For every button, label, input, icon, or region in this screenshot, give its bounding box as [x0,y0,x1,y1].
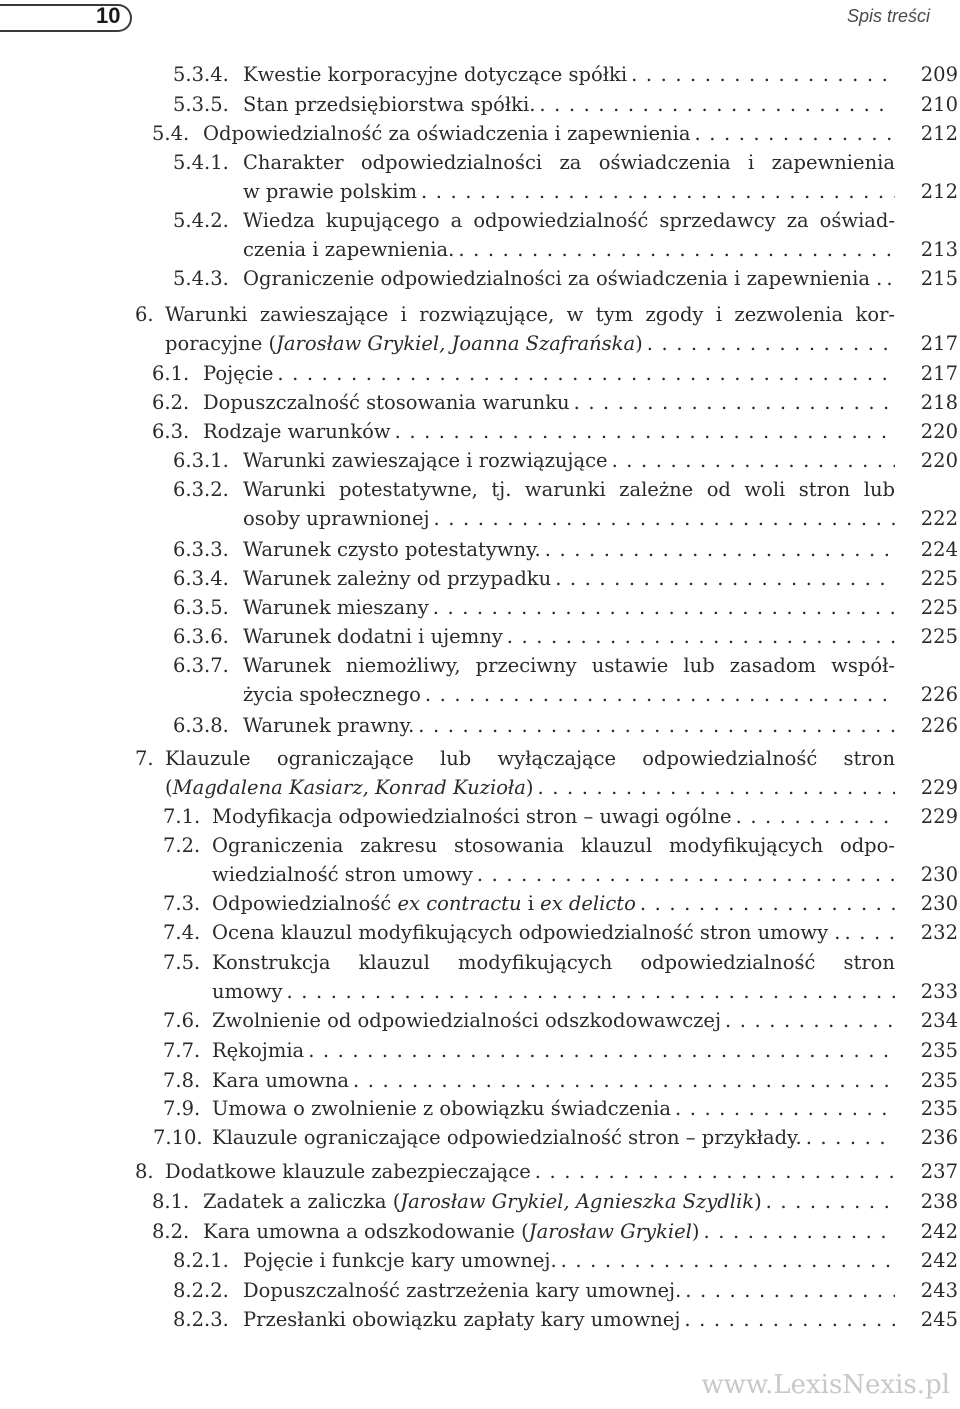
toc-entry-title-line [243,680,895,709]
toc-entry-number: 6.1. [152,362,190,385]
toc-entry-title: Warunki potestatywne, tj. warunki zależne od woli stron lub [243,478,895,501]
toc-entry-title-line [165,744,895,773]
toc-entry-number: 8.2.3. [173,1308,229,1331]
toc-leader-dots [766,1187,895,1216]
toc-entry-title-line [243,264,895,293]
toc-entry-title: Zwolnienie od odpowiedzialności odszkodowawczej [212,1009,722,1032]
toc-leader-dots [640,889,895,918]
toc-leader-dots [539,90,895,119]
toc-entry-number: 6.3.4. [173,567,229,590]
toc-leader-dots [353,1066,895,1095]
toc-entry-page: 235 [920,1039,958,1062]
toc-entry-title-line [243,535,895,564]
toc-entry-page: 232 [920,921,958,944]
toc-entry-title: Warunek prawny. [243,714,415,737]
toc-leader-dots [736,802,895,831]
toc-leader-dots [433,593,895,622]
toc-leader-dots [555,564,895,593]
toc-entry-title: umowy [212,980,283,1003]
toc-entry-number: 6.3.8. [173,714,229,737]
toc-entry-number: 7.6. [163,1009,201,1032]
toc-entry-page: 210 [920,93,958,116]
toc-entry-number: 6.3. [152,420,190,443]
toc-entry-title-line [165,773,895,802]
toc-entry-title: Warunki zawieszające i rozwiązujące [243,449,608,472]
toc-entry-number: 7.9. [163,1097,201,1120]
toc-entry-title-line [212,1036,895,1065]
toc-entry-title: wiedzialność stron umowy [212,863,473,886]
toc-entry-title-line [203,417,895,446]
toc-entry-title: Odpowiedzialność ex contractu i ex delicto [212,892,636,915]
toc-entry-number: 7.7. [163,1039,201,1062]
toc-entry-number: 6.3.3. [173,538,229,561]
toc-entry-title: Pojęcie i funkcje kary umownej. [243,1249,557,1272]
toc-entry-page: 234 [920,1009,958,1032]
toc-entry-title: w prawie polskim [243,180,417,203]
toc-entry-title-line [243,60,895,89]
toc-entry-title: Kara umowna a odszkodowanie (Jarosław Grykiel) [203,1220,700,1243]
toc-entry-title-line [243,1276,895,1305]
toc-entry-page: 235 [920,1069,958,1092]
toc-entry-number: 8.2. [152,1220,190,1243]
toc-entry-title-line [212,1123,895,1152]
toc-entry-number: 5.4.3. [173,267,229,290]
toc-leader-dots [395,417,895,446]
toc-entry-title-line [243,711,895,740]
toc-entry-title-line [243,1305,895,1334]
toc-leader-dots [434,504,895,533]
toc-entry-title: Wiedza kupującego a odpowiedzialność sprzedawcy za oświad- [243,209,895,232]
toc-entry-page: 209 [920,63,958,86]
toc-entry-title-line [212,889,895,918]
toc-entry-title: Konstrukcja klauzul modyfikujących odpowiedzialność stron [212,951,895,974]
toc-entry-title: osoby uprawnionej [243,507,430,530]
toc-entry-page: 226 [920,714,958,737]
toc-entry-title: Kwestie korporacyjne dotyczące spółki [243,63,628,86]
toc-entry-page: 222 [920,507,958,530]
toc-entry-page: 212 [920,180,958,203]
toc-leader-dots [684,1305,895,1334]
toc-entry-page: 217 [920,362,958,385]
toc-entry-title-line [243,564,895,593]
toc-entry-title: Warunki zawieszające i rozwiązujące, w tym zgody i zezwolenia kor- [165,303,895,326]
toc-entry-title: Warunek niemożliwy, przeciwny ustawie lub zasadom współ- [243,654,895,677]
toc-leader-dots [421,177,895,206]
toc-leader-dots [703,1217,895,1246]
toc-entry-title-line [243,177,895,206]
toc-leader-dots [574,388,895,417]
toc-entry-title-line [203,388,895,417]
toc-leader-dots [886,264,895,293]
toc-entry-title-line [212,1094,895,1123]
toc-entry-title: Warunek mieszany [243,596,429,619]
toc-entry-page: 242 [920,1220,958,1243]
toc-entry-page: 224 [920,538,958,561]
toc-entry-title-line [212,1006,895,1035]
toc-entry-title: Charakter odpowiedzialności za oświadczenia i zapewnienia [243,151,895,174]
page-number: 10 [96,3,121,28]
toc-leader-dots [308,1036,895,1065]
toc-entry-page: 213 [920,238,958,261]
toc-entry-page: 237 [920,1160,958,1183]
toc-entry-number: 8.1. [152,1190,190,1213]
toc-entry-title-line [203,119,895,148]
toc-entry-title: Kara umowna [212,1069,350,1092]
toc-entry-page: 229 [920,805,958,828]
toc-entry-number: 6.3.2. [173,478,229,501]
toc-entry-title: Rękojmia [212,1039,305,1062]
toc-entry-title-line [203,1187,895,1216]
toc-leader-dots [806,1123,895,1152]
toc-leader-dots [685,1276,895,1305]
toc-entry-title-line [212,918,895,947]
toc-entry-title-line [212,802,895,831]
toc-leader-dots [675,1094,895,1123]
toc-entry-title-line [203,359,895,388]
toc-leader-dots [561,1246,895,1275]
toc-entry-title: Modyfikacja odpowiedzialności stron – uwagi ogólne [212,805,732,828]
toc-entry-page: 230 [920,863,958,886]
toc-entry-number: 7.4. [163,921,201,944]
toc-entry-page: 238 [920,1190,958,1213]
toc-leader-dots [425,680,895,709]
toc-entry-number: 7.2. [163,834,201,857]
toc-leader-dots [631,60,895,89]
toc-entry-number: 6.2. [152,391,190,414]
toc-entry-title: Pojęcie [203,362,274,385]
publisher-url: www.LexisNexis.pl [701,1370,950,1400]
toc-entry-page: 218 [920,391,958,414]
toc-entry-title-line [243,446,895,475]
toc-entry-title: Przesłanki obowiązku zapłaty kary umownej [243,1308,681,1331]
toc-entry-title-line [212,1066,895,1095]
toc-entry-title: czenia i zapewnienia. [243,238,455,261]
toc-entry-title-line [243,475,895,504]
toc-entry-title-line [165,329,895,358]
running-title: Spis treści [846,6,930,26]
toc-entry-title-line [243,593,895,622]
toc-leader-dots [277,359,895,388]
toc-entry-number: 5.4.1. [173,151,229,174]
toc-entry-title: Dopuszczalność zastrzeżenia kary umownej. [243,1279,682,1302]
toc-entry-number: 6.3.5. [173,596,229,619]
toc-leader-dots [287,977,896,1006]
toc-entry-title: Stan przedsiębiorstwa spółki. [243,93,536,116]
toc-entry-title: Warunek zależny od przypadku [243,567,552,590]
toc-entry-title-line [212,831,895,860]
toc-leader-dots [418,711,895,740]
toc-entry-page: 225 [920,596,958,619]
toc-entry-number: 5.3.5. [173,93,229,116]
toc-entry-number: 7.5. [163,951,201,974]
toc-leader-dots [694,119,895,148]
toc-entry-number: 5.3.4. [173,63,229,86]
toc-entry-title: Klauzule ograniczające lub wyłączające odpowiedzialność stron [165,747,895,770]
toc-entry-page: 212 [920,122,958,145]
toc-entry-number: 7.10. [153,1126,203,1149]
toc-entry-page: 242 [920,1249,958,1272]
toc-leader-dots [725,1006,895,1035]
toc-entry-title: Umowa o zwolnienie z obowiązku świadczenia [212,1097,671,1120]
toc-entry-title-line [212,860,895,889]
toc-entry-title-line [243,148,895,177]
toc-entry-number: 6.3.1. [173,449,229,472]
toc-entry-title: Zadatek a zaliczka (Jarosław Grykiel, Agnieszka Szydlik) [203,1190,762,1213]
toc-entry-title-line [203,1217,895,1246]
toc-entry-page: 243 [920,1279,958,1302]
toc-entry-title-line [165,1157,895,1186]
toc-entry-page: 225 [920,567,958,590]
toc-leader-dots [612,446,895,475]
toc-entry-number: 8.2.1. [173,1249,229,1272]
toc-entry-number: 7.8. [163,1069,201,1092]
toc-entry-title: Ocena klauzul modyfikujących odpowiedzialność stron umowy . [212,921,841,944]
toc-entry-title: Dodatkowe klauzule zabezpieczające [165,1160,531,1183]
toc-entry-title-line [212,948,895,977]
toc-entry-title-line [243,90,895,119]
toc-entry-page: 230 [920,892,958,915]
toc-leader-dots [647,329,895,358]
toc-entry-number: 5.4.2. [173,209,229,232]
toc-entry-title: Odpowiedzialność za oświadczenia i zapewnienia [203,122,691,145]
toc-entry-title-line [243,1246,895,1275]
toc-entry-page: 236 [920,1126,958,1149]
toc-entry-title: (Magdalena Kasiarz, Konrad Kuzioła) [165,776,534,799]
toc-entry-page: 233 [920,980,958,1003]
toc-entry-title: Rodzaje warunków [203,420,391,443]
toc-entry-title: Warunek dodatni i ujemny [243,625,503,648]
toc-leader-dots [535,1157,895,1186]
toc-entry-number: 7.3. [163,892,201,915]
toc-entry-title: poracyjne (Jarosław Grykiel, Joanna Szafrańska) [165,332,643,355]
toc-entry-number: 5.4. [152,122,190,145]
toc-entry-page: 245 [920,1308,958,1331]
toc-entry-page: 225 [920,625,958,648]
toc-entry-title-line [243,622,895,651]
toc-entry-number: 6. [135,303,154,326]
toc-entry-number: 8.2.2. [173,1279,229,1302]
toc-leader-dots [458,235,895,264]
toc-entry-title: Dopuszczalność stosowania warunku [203,391,570,414]
toc-entry-number: 7.1. [163,805,201,828]
toc-entry-number: 8. [135,1160,154,1183]
toc-entry-title-line [243,235,895,264]
toc-entry-title: Ograniczenia zakresu stosowania klauzul modyfikujących odpo- [212,834,895,857]
toc-leader-dots [845,918,896,947]
toc-leader-dots [545,535,895,564]
toc-entry-number: 7. [135,747,154,770]
toc-entry-title-line [165,300,895,329]
toc-entry-page: 220 [920,449,958,472]
toc-entry-number: 6.3.6. [173,625,229,648]
toc-entry-number: 6.3.7. [173,654,229,677]
toc-entry-page: 215 [920,267,958,290]
toc-entry-page: 220 [920,420,958,443]
toc-entry-page: 229 [920,776,958,799]
toc-entry-page: 235 [920,1097,958,1120]
toc-leader-dots [477,860,895,889]
toc-entry-title-line [243,206,895,235]
toc-leader-dots [507,622,895,651]
toc-entry-title-line [212,977,895,1006]
toc-entry-title-line [243,651,895,680]
toc-entry-page: 226 [920,683,958,706]
toc-entry-title: życia społecznego [243,683,421,706]
toc-entry-title: Klauzule ograniczające odpowiedzialność stron – przykłady. [212,1126,802,1149]
toc-entry-title-line [243,504,895,533]
page-header [0,0,960,40]
toc-entry-title: Warunek czysto potestatywny. [243,538,541,561]
toc-leader-dots [538,773,896,802]
toc-entry-title: Ograniczenie odpowiedzialności za oświadczenia i zapewnienia . [243,267,883,290]
toc-entry-page: 217 [920,332,958,355]
